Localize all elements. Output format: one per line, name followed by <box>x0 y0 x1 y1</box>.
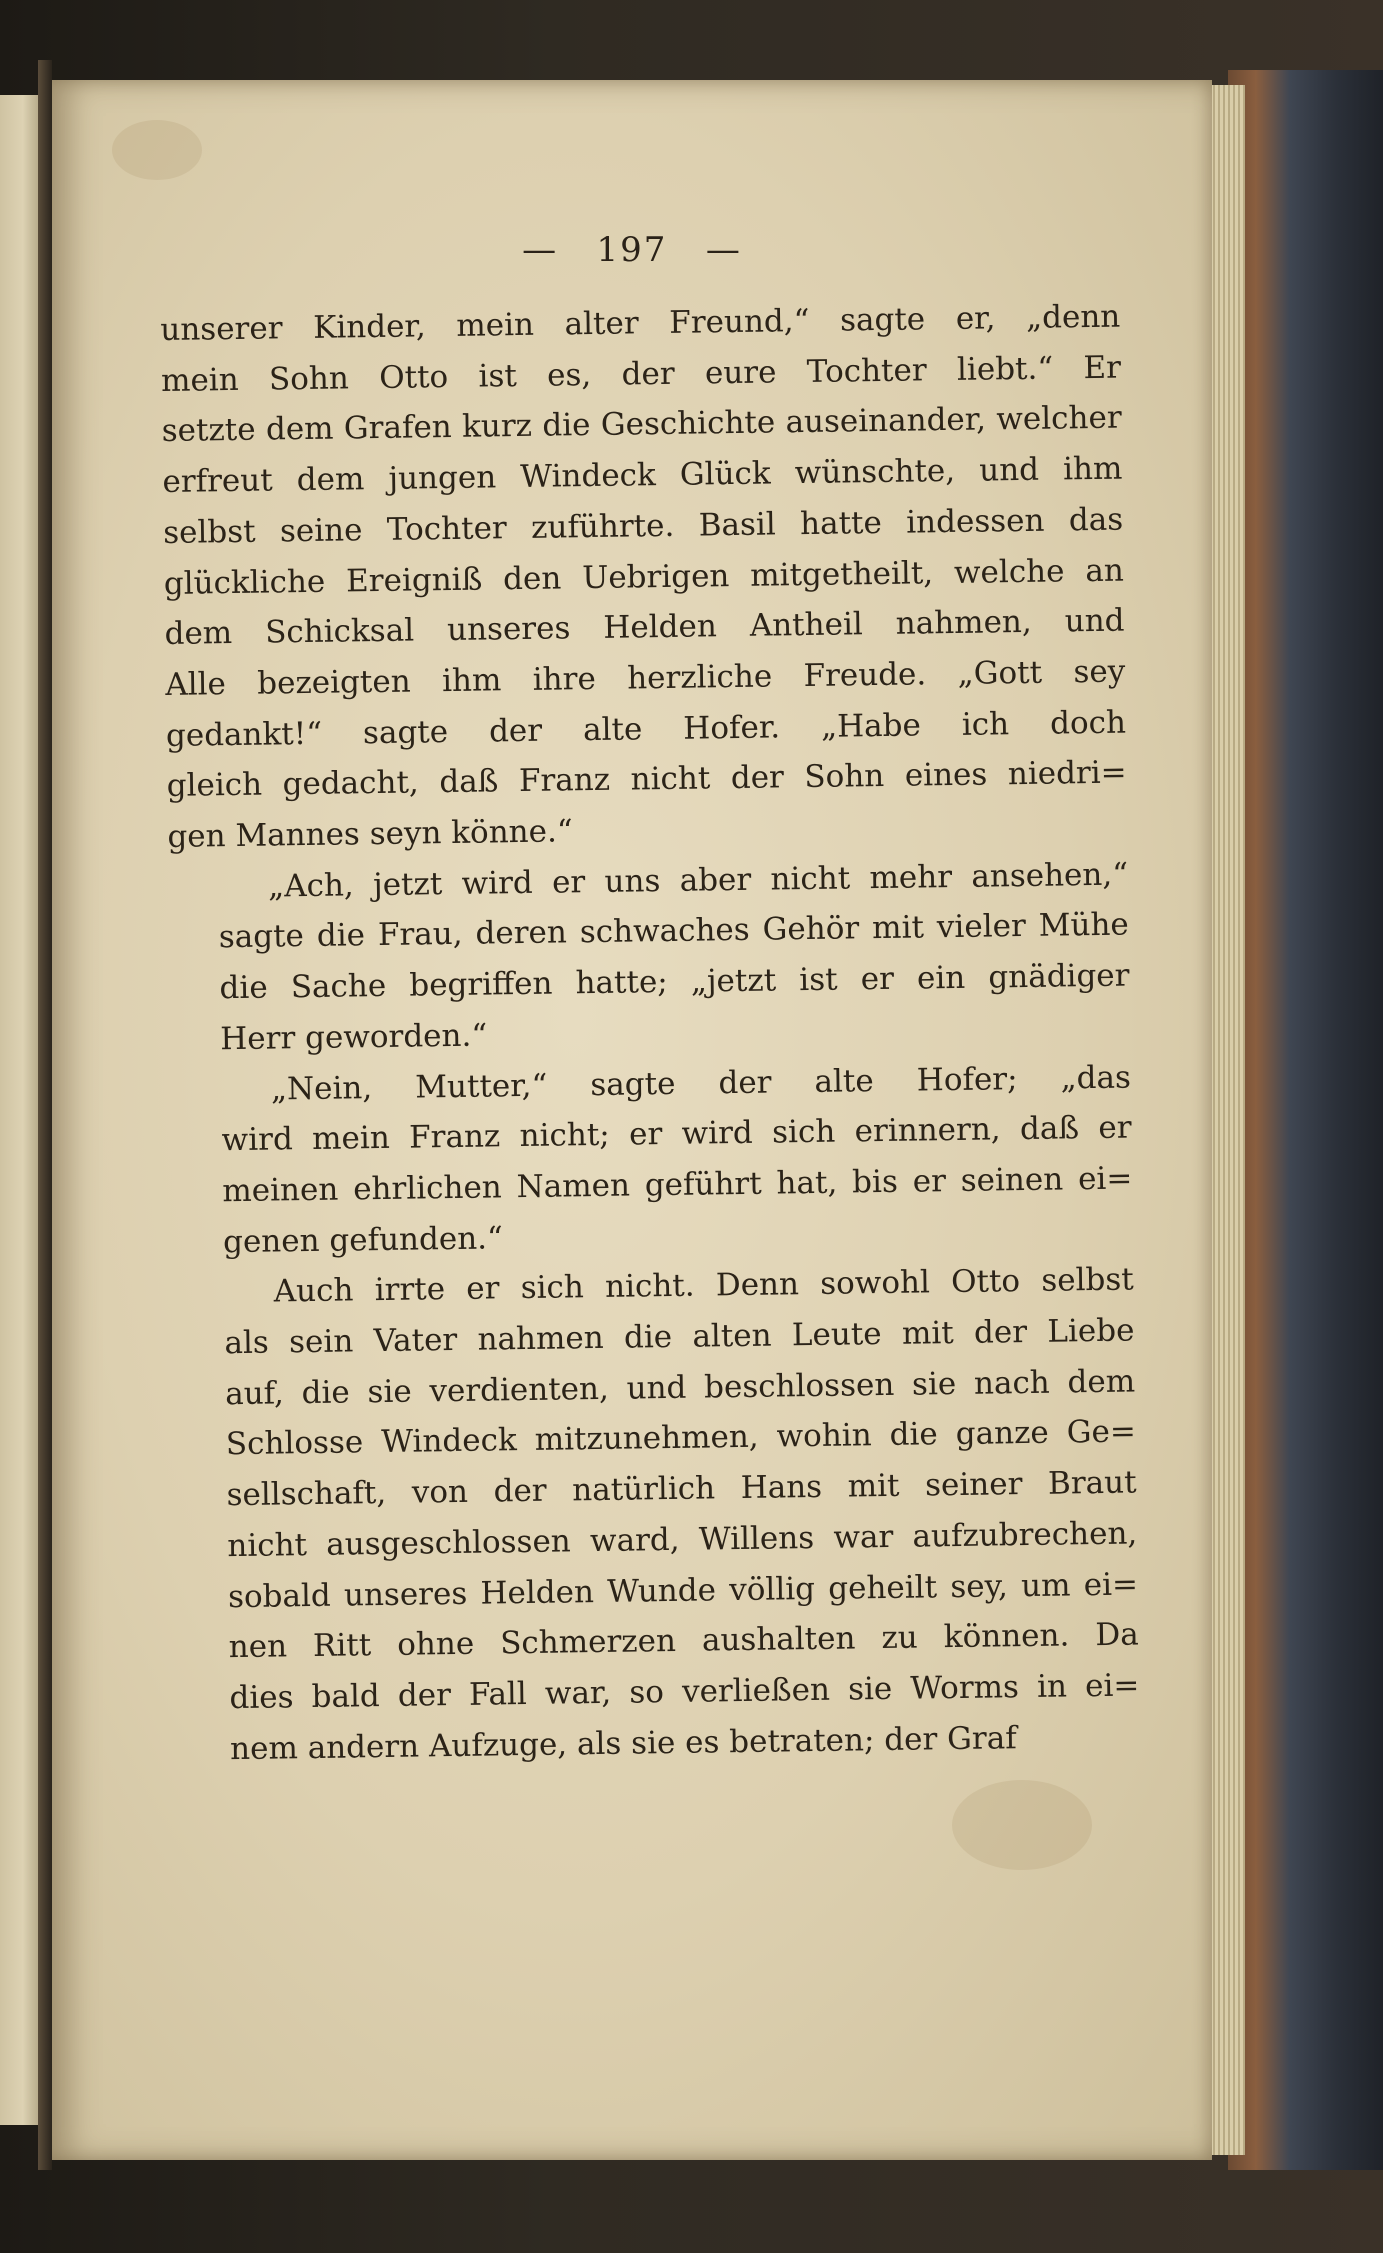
text-line: meinen ehrlichen Namen geführt hat, bis er seinen ei= <box>222 1160 1133 1210</box>
paragraph <box>168 849 1131 1065</box>
text-line: glückliche Ereigniß den Uebrigen mitgetheilt, welche an <box>163 552 1125 602</box>
paper-stain <box>112 120 202 180</box>
text-line: gen Mannes seyn könne.“ <box>167 813 573 855</box>
page-number-header <box>52 230 1212 270</box>
book-page <box>52 80 1212 2160</box>
paragraph <box>160 292 1128 863</box>
book-binding <box>1228 70 1383 2170</box>
left-page-edge <box>0 95 41 2125</box>
text-line: Schlosse Windeck mitzunehmen, wohin die ganze Ge= <box>225 1413 1137 1463</box>
text-line: die Sache begriffen hatte; „jetzt ist er ein gnädiger <box>219 957 1130 1007</box>
header-dash-right: — <box>705 230 742 270</box>
text-line: nem andern Aufzuge, als sie es betraten; der Graf <box>229 1719 1017 1767</box>
text-line: sobald unseres Helden Wunde völlig geheilt sey, um ei= <box>227 1566 1139 1615</box>
text-line: nicht ausgeschlossen ward, Willens war aufzubrechen, <box>227 1515 1138 1565</box>
text-line: sellschaft, von der natürlich Hans mit seiner Braut <box>226 1464 1137 1514</box>
paragraph <box>173 1255 1140 1775</box>
text-line: dem Schicksal unseres Helden Antheil nahmen, und <box>164 602 1125 653</box>
text-line: mein Sohn Otto ist es, der eure Tochter liebt.“ Er <box>160 349 1122 399</box>
text-line: setzte dem Grafen kurz die Geschichte auseinander, welcher <box>161 399 1122 450</box>
text-line: sagte die Frau, deren schwaches Gehör mit vieler Mühe <box>218 906 1130 956</box>
book-gutter <box>38 60 52 2170</box>
text-line: nen Ritt ohne Schmerzen aushalten zu können. Da <box>228 1616 1139 1666</box>
page-number: 197 <box>596 230 668 270</box>
text-line: auf, die sie verdienten, und beschlossen sie nach dem <box>224 1363 1136 1412</box>
text-line: gedankt!“ sagte der alte Hofer. „Habe ich doch <box>165 704 1127 754</box>
text-line: „Nein, Mutter,“ sagte der alte Hofer; „das <box>270 1059 1132 1108</box>
paper-stain <box>952 1780 1092 1870</box>
text-line: erfreut dem jungen Windeck Glück wünschte, und ihm <box>162 450 1123 501</box>
text-line: selbst seine Tochter zuführte. Basil hatte indessen das <box>162 501 1124 551</box>
paragraph <box>171 1052 1134 1268</box>
text-line: gleich gedacht, daß Franz nicht der Sohn eines niedri= <box>166 754 1127 805</box>
text-line: dies bald der Fall war, so verließen sie Worms in ei= <box>229 1667 1140 1717</box>
header-dash-left: — <box>522 230 559 270</box>
text-line: als sein Vater nahmen die alten Leute mit der Liebe <box>224 1312 1135 1362</box>
text-line: genen gefunden.“ <box>222 1219 504 1260</box>
text-line: wird mein Franz nicht; er wird sich erinnern, daß er <box>221 1109 1132 1159</box>
text-line: Alle bezeigten ihm ihre herzliche Freude. „Gott sey <box>165 653 1126 703</box>
body-text <box>160 292 1140 1776</box>
text-line: „Ach, jetzt wird er uns aber nicht mehr ansehen,“ <box>267 856 1129 905</box>
text-line: Herr geworden.“ <box>220 1017 488 1058</box>
text-line: unserer Kinder, mein alter Freund,“ sagte er, „denn <box>160 298 1121 348</box>
text-line: Auch irrte er sich nicht. Denn sowohl Otto selbst <box>273 1261 1134 1310</box>
